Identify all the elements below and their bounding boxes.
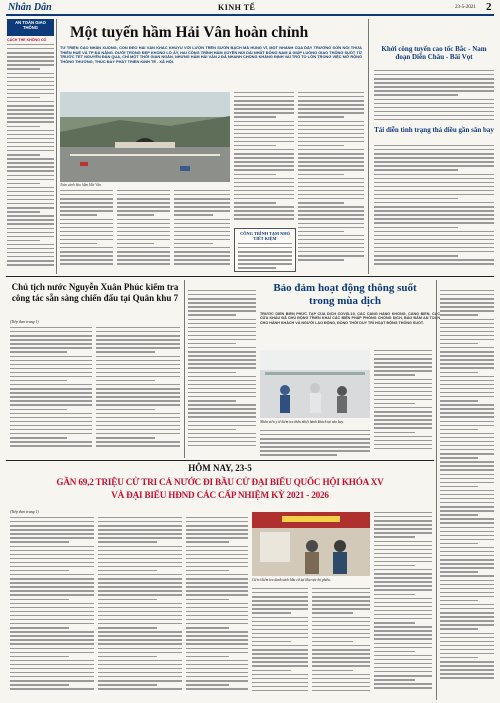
lead-story-text-col-3 — [174, 190, 230, 268]
masthead — [0, 0, 500, 16]
story3-text-col-3 — [374, 350, 432, 456]
story3-text-col-2 — [260, 430, 370, 456]
lead-story-photo — [60, 92, 230, 182]
bottom-story-title-1: GẦN 69,2 TRIỆU CỬ TRI CẢ NƯỚC ĐI BẦU CỬ ĐẠI BIỂU QUỐC HỘI KHÓA XV — [56, 477, 384, 487]
right-sidebar-divider — [368, 19, 369, 274]
story3-photo — [260, 350, 370, 418]
airport-photo-image — [260, 350, 370, 418]
left-column-kicker: AN TOÀN GIAO THÔNG — [15, 20, 46, 30]
sidebar-text-2 — [374, 145, 494, 270]
lead-story-text-col-4 — [234, 92, 294, 226]
lead-story-lead: TỪ TRIỆN CÁO NHÂN XUỐNG, CON ĐEO HẢI VÂN KHÁC KHUỴU VỚI LƯỢN TRÊN SƯỜN BẠCH MÃ HÙNG VĨ, MỘT NHÁNH CỦA DÃY TRƯỜNG SƠN NỐI THỪA THIÊN HUẾ VÀ TP ĐÀ NẴNG. DƯỚI TRÒNG ĐẸP KHỔNG LỒ ẤY, HAI CÔNG TRÌNH HẦM XUYÊN NÚI DÀI NHẤT ĐÔNG NAM Á GIÚP LUỒNG GIAO THÔNG SUỐT TỪ TRƯỚC TẾT NGUYÊN ĐÁN QUA, CHỈ MỘT THỜI GIAN NGẮN, NHƯNG HẦM HẢI VÂN 2 ĐÃ NHANH CHÓNG KHẲNG ĐỊNH VAI TRÒ TO LỚN TRONG VIỆC MỞ RỘNG THÔNG THƯƠNG, THÚC ĐẨY PHÁT TRIỂN KINH TẾ - XÃ HỘI. — [60, 46, 362, 64]
boxed-note-text — [238, 243, 292, 269]
lead-story-text-col-2 — [117, 190, 170, 268]
story2-text-col-2 — [96, 327, 180, 453]
bottom-story-source: (Tiếp theo trang 1) — [10, 510, 39, 514]
section-rule-1 — [6, 276, 494, 277]
lead-story-text-col-1 — [60, 190, 113, 268]
story3-text-col-1 — [188, 290, 256, 455]
story3-lead: TRƯỚC DIỄN BIẾN PHỨC TẠP CỦA DỊCH COVID-19, CÁC CẢNG HÀNG KHÔNG, CẢNG BIỂN, CÁC CỬA KHẨU ĐÃ CHỦ ĐỘNG TRIỂN KHAI CÁC BIỆN PHÁP PHÒNG CHỐNG DỊCH, BẢO ĐẢM AN TOÀN CHO HÀNH KHÁCH VÀ NGƯỜI LAO ĐỘNG, ĐỒNG THỜI DUY TRÌ HOẠT ĐỘNG THÔNG SUỐT. — [260, 312, 440, 325]
boxed-note-title: CÔNG TRÌNH TẠM NHỎ TIẾT KIỆM — [240, 231, 290, 241]
bottom-story-photo-caption: Cử tri kiểm tra danh sách bầu cử tại khu vực bỏ phiếu. — [252, 578, 331, 582]
sidebar-title-2: Tái diễn tình trạng thả diều gần sân bay — [374, 126, 494, 134]
story2-title: Chủ tịch nước Nguyễn Xuân Phúc kiểm tra công tác sẵn sàng chiến đấu tại Quân khu 7 — [11, 282, 179, 303]
bottom-story-text-col-1 — [10, 517, 94, 697]
lead-story-title: Một tuyến hầm Hải Vân hoàn chỉnh — [70, 24, 309, 41]
bottom-story-text-col-2 — [98, 517, 182, 697]
bottom-story-text-col-3 — [186, 517, 248, 697]
lead-story-text-col-5 — [298, 92, 364, 270]
bottom-story-text-col-5 — [312, 588, 370, 697]
page-number: 2 — [486, 1, 492, 13]
story2-text-col-1 — [10, 327, 92, 453]
masthead-date: 23-5-2021 — [455, 5, 476, 10]
lead-story-photo-caption: Toàn cảnh khu hầm Hải Vân. — [60, 183, 102, 187]
boxed-note — [234, 228, 296, 272]
masthead-logo: Nhân Dân — [8, 2, 52, 13]
story2-divider — [184, 280, 185, 458]
far-right-text — [440, 290, 494, 695]
bottom-story-title-2: VÀ ĐẠI BIỂU HĐND CÁC CẤP NHIỆM KỲ 2021 - 2026 — [111, 490, 329, 500]
story3-title: Bảo đảm hoạt động thông suốt trong mùa dịch — [273, 282, 417, 307]
far-right-divider — [436, 280, 437, 700]
tunnel-photo-image — [60, 92, 230, 182]
bottom-story-text-col-4 — [252, 588, 308, 697]
left-column-section: CÁCH THỂ KHÔNG CÓ — [7, 38, 47, 42]
sidebar-title-1: Khởi công tuyến cao tốc Bắc - Nam đoạn Diễn Châu - Bãi Vọt — [381, 45, 487, 61]
left-column-text — [7, 44, 54, 272]
story3-photo-caption: Nhân viên y tế kiểm tra thân nhiệt hành khách tại sân bay. — [260, 420, 344, 424]
masthead-section: KINH TẾ — [218, 3, 256, 12]
masthead-rule — [6, 14, 494, 16]
sidebar-text-1 — [374, 70, 494, 122]
left-column-header — [7, 19, 54, 36]
voters-photo-image — [252, 512, 370, 576]
bottom-story-photo — [252, 512, 370, 576]
section-rule-2 — [6, 460, 434, 461]
story2-source: (Tiếp theo trang 1) — [10, 320, 39, 324]
bottom-story-text-col-6 — [374, 512, 432, 697]
left-column-divider — [56, 19, 57, 274]
bottom-story-kicker: HÔM NAY, 23-5 — [188, 463, 252, 473]
